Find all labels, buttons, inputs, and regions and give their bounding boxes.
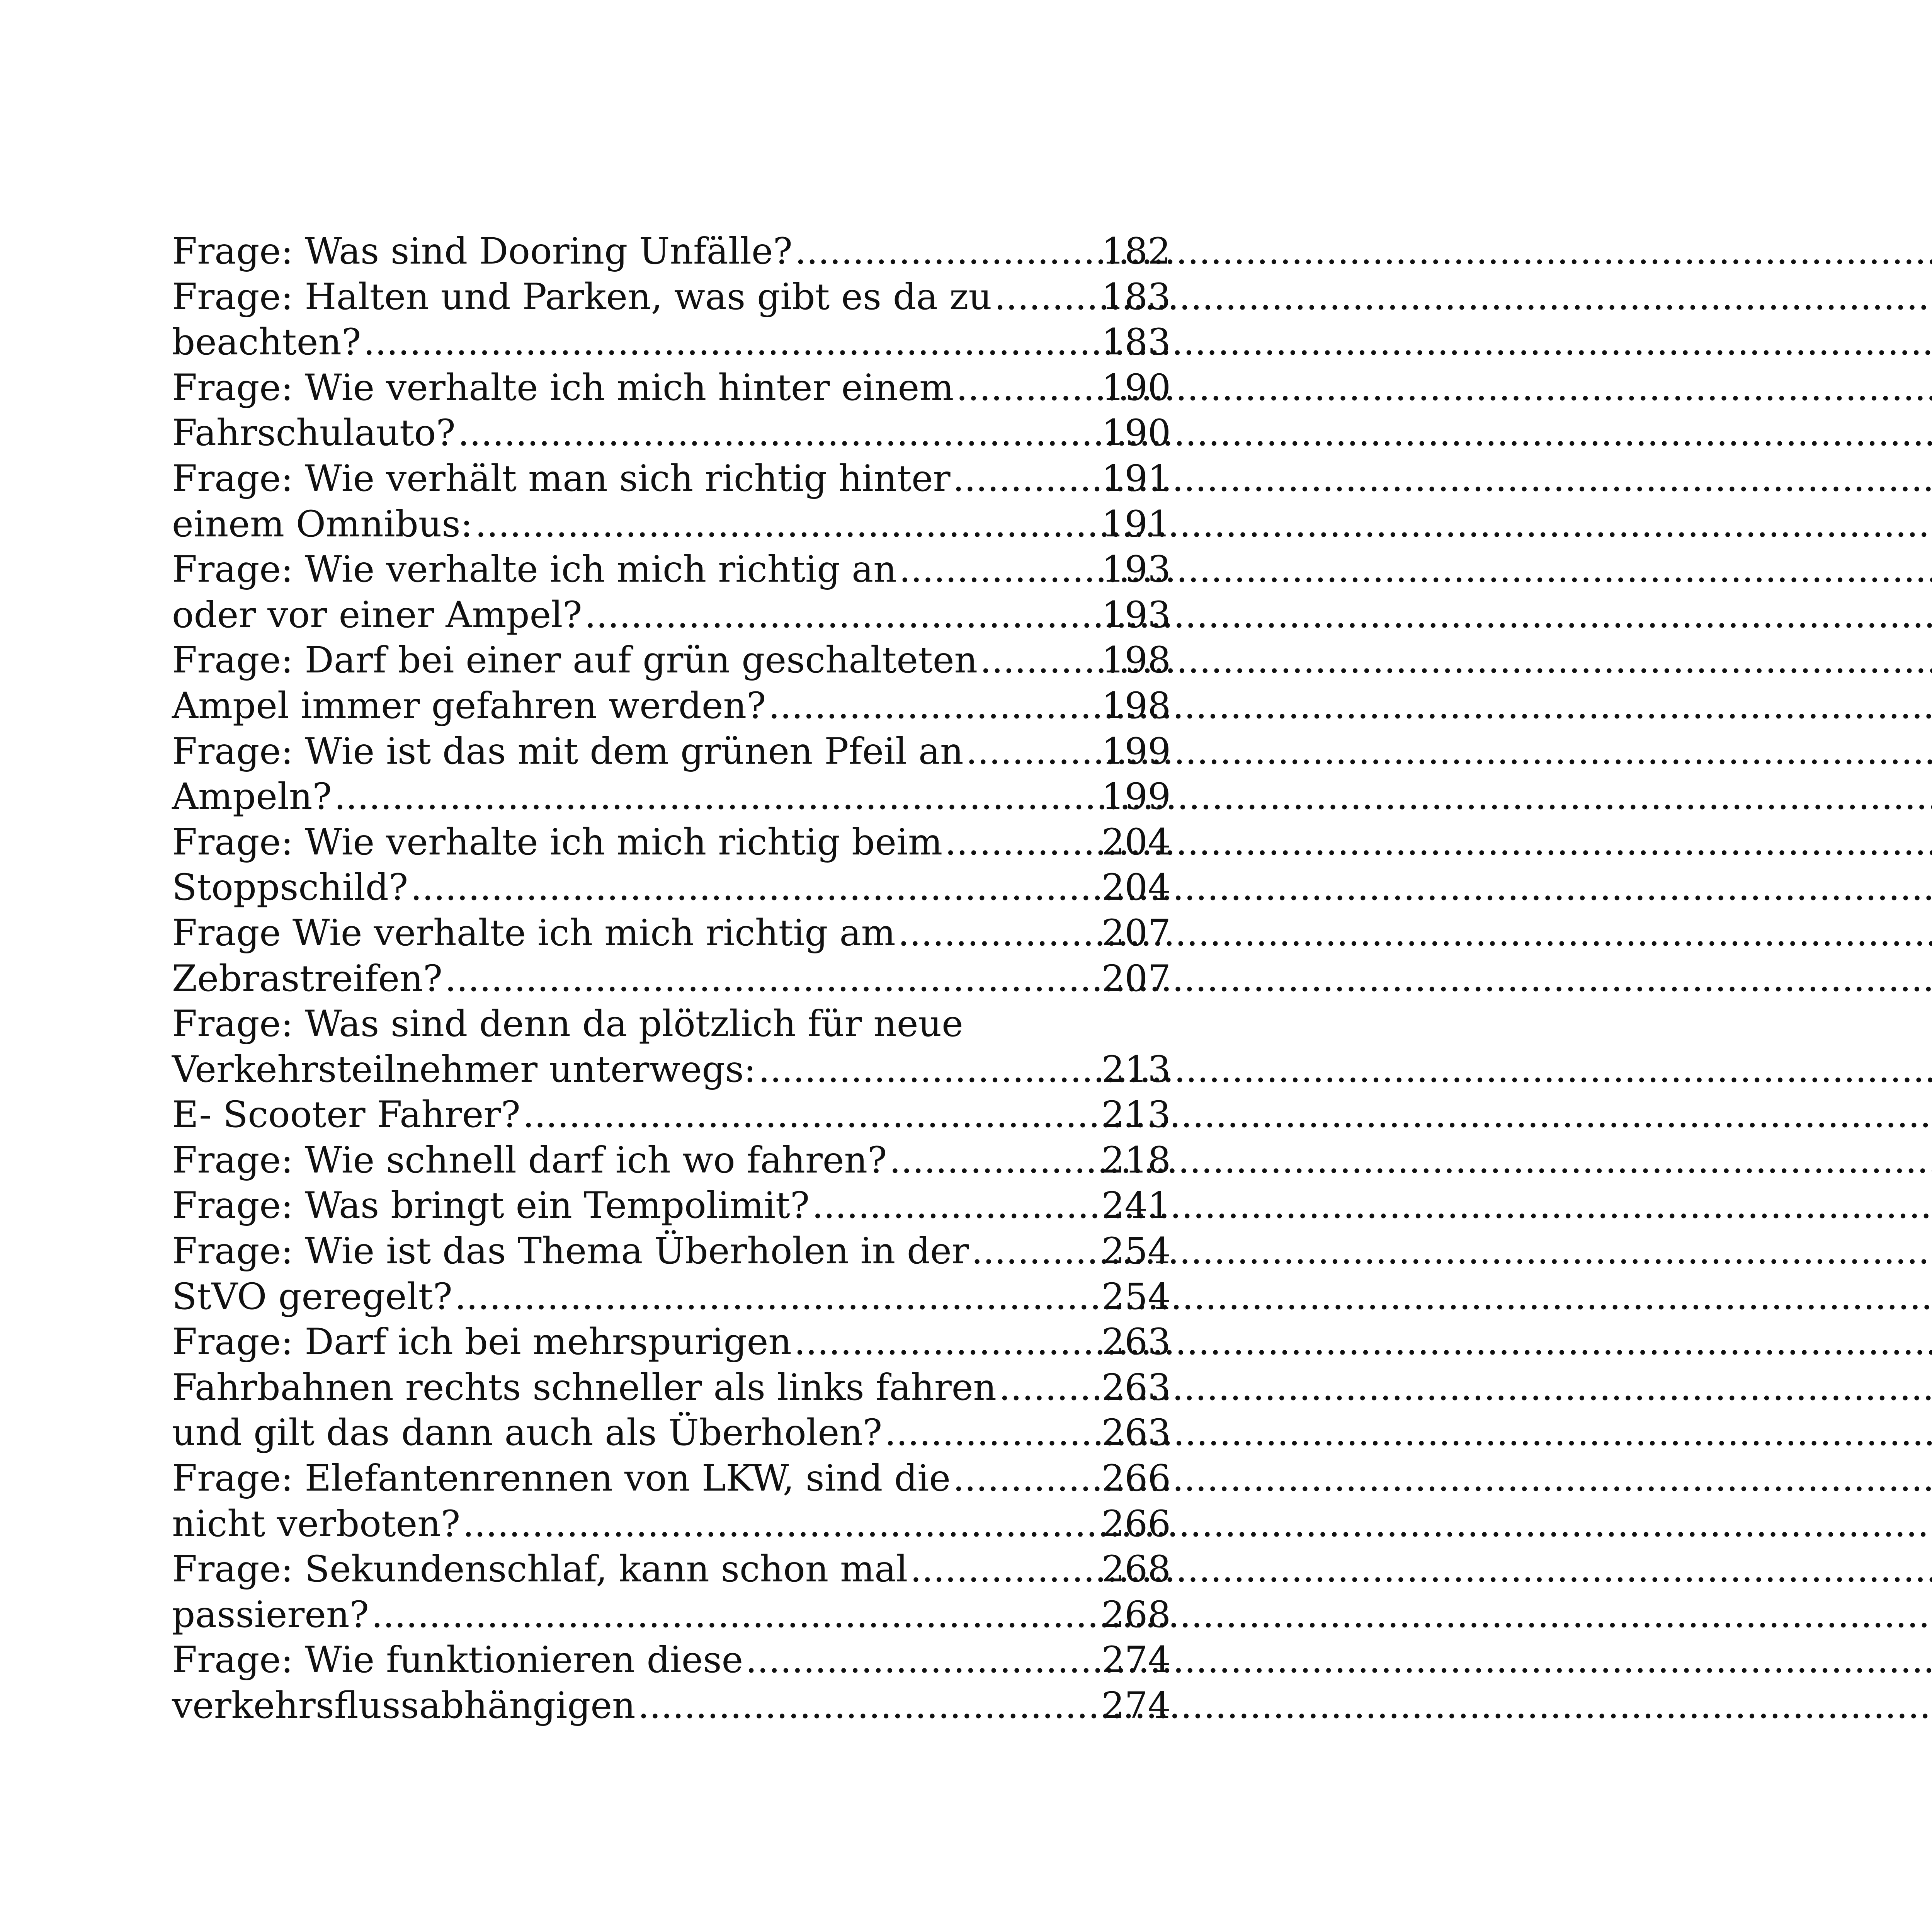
toc-entry-title: Frage: Darf ich bei mehrspurigen bbox=[172, 1321, 792, 1363]
toc-entry-title: Frage: Wie funktionieren diese bbox=[172, 1639, 743, 1681]
dot-leader bbox=[408, 865, 1100, 910]
toc-entry-page-number: 218 bbox=[1101, 1139, 1171, 1181]
toc-entry-page-number: 241 bbox=[1101, 1184, 1171, 1227]
toc-entry-page-number: 190 bbox=[1101, 366, 1171, 409]
toc-entry-title: Frage: Halten und Parken, was gibt es da zu bbox=[172, 276, 992, 318]
toc-entry-title: Frage: Wie ist das Thema Überholen in der bbox=[172, 1230, 969, 1273]
dot-leader bbox=[793, 229, 1100, 274]
toc-entry[interactable] bbox=[172, 502, 1171, 547]
toc-entry-page-number: 268 bbox=[1101, 1593, 1171, 1636]
toc-entry-title: Frage: Wie verhalte ich mich hinter einem bbox=[172, 366, 954, 409]
toc-entry-page-number: 191 bbox=[1101, 503, 1171, 545]
toc-entry-page-number: 204 bbox=[1101, 821, 1171, 863]
toc-entry[interactable] bbox=[172, 910, 1171, 956]
toc-entry-title: Fahrbahnen rechts schneller als links fahren bbox=[172, 1366, 997, 1409]
toc-entry-page-number: 193 bbox=[1101, 594, 1171, 636]
toc-entry-title: Frage: Sekundenschlaf, kann schon mal bbox=[172, 1548, 908, 1591]
toc-entry[interactable] bbox=[172, 774, 1171, 820]
toc-entry[interactable] bbox=[172, 410, 1171, 456]
toc-entry[interactable] bbox=[172, 956, 1171, 1002]
dot-leader bbox=[442, 956, 1100, 1002]
toc-entry[interactable] bbox=[172, 1501, 1171, 1547]
toc-entry-page-number: 266 bbox=[1101, 1503, 1171, 1545]
toc-entry-page-number: 213 bbox=[1101, 1048, 1171, 1091]
toc-entry[interactable] bbox=[172, 1183, 1171, 1229]
toc-entry[interactable] bbox=[172, 683, 1171, 729]
toc-entry-title: Frage: Elefantenrennen von LKW, sind die bbox=[172, 1457, 951, 1500]
toc-entry-title: StVO geregelt? bbox=[172, 1275, 452, 1318]
toc-entry[interactable] bbox=[172, 1547, 1171, 1592]
dot-leader bbox=[887, 1138, 1100, 1183]
table-of-contents bbox=[172, 229, 1171, 1729]
dot-leader bbox=[882, 1410, 1100, 1456]
toc-entry-title: Frage: Was sind Dooring Unfälle? bbox=[172, 230, 793, 272]
dot-leader bbox=[636, 1683, 1100, 1729]
toc-entry-title: Frage: Darf bei einer auf grün geschalteten bbox=[172, 639, 978, 682]
toc-entry-page-number: 183 bbox=[1101, 276, 1171, 318]
dot-leader bbox=[332, 774, 1100, 820]
toc-entry[interactable] bbox=[172, 1092, 1171, 1138]
dot-leader bbox=[951, 456, 1100, 502]
toc-entry-title: Ampeln? bbox=[172, 776, 332, 818]
dot-leader bbox=[992, 274, 1100, 320]
toc-entry[interactable] bbox=[172, 865, 1171, 910]
toc-entry-page-number: 193 bbox=[1101, 548, 1171, 591]
toc-entry[interactable] bbox=[172, 1001, 1171, 1047]
toc-entry-title: Fahrschulauto? bbox=[172, 412, 456, 454]
dot-leader bbox=[896, 910, 1100, 956]
toc-entry-page-number: 191 bbox=[1101, 457, 1171, 500]
toc-entry-page-number: 190 bbox=[1101, 412, 1171, 454]
dot-leader bbox=[361, 320, 1100, 365]
toc-entry-page-number: 199 bbox=[1101, 730, 1171, 773]
toc-entry-page-number: 213 bbox=[1101, 1094, 1171, 1136]
toc-entry-title: verkehrsflussabhängigen bbox=[172, 1685, 636, 1727]
toc-entry-page-number: 274 bbox=[1101, 1639, 1171, 1681]
toc-entry-title: E- Scooter Fahrer? bbox=[172, 1094, 520, 1136]
toc-entry[interactable] bbox=[172, 638, 1171, 683]
toc-entry-page-number: 254 bbox=[1101, 1230, 1171, 1273]
dot-leader bbox=[369, 1592, 1100, 1638]
dot-leader bbox=[766, 683, 1100, 729]
toc-entry-title: oder vor einer Ampel? bbox=[172, 594, 582, 636]
toc-entry[interactable] bbox=[172, 229, 1171, 274]
dot-leader bbox=[473, 502, 1100, 547]
toc-entry[interactable] bbox=[172, 1410, 1171, 1456]
toc-entry[interactable] bbox=[172, 592, 1171, 638]
dot-leader bbox=[951, 1456, 1100, 1501]
toc-entry[interactable] bbox=[172, 274, 1171, 320]
toc-entry[interactable] bbox=[172, 320, 1171, 365]
toc-entry[interactable] bbox=[172, 547, 1171, 592]
toc-entry-page-number: 263 bbox=[1101, 1412, 1171, 1454]
toc-entry-page-number: 263 bbox=[1101, 1366, 1171, 1409]
toc-entry-title: Verkehrsteilnehmer unterwegs: bbox=[172, 1048, 756, 1091]
toc-entry-page-number: 183 bbox=[1101, 321, 1171, 364]
toc-entry-title: nicht verboten? bbox=[172, 1503, 461, 1545]
toc-entry-page-number: 274 bbox=[1101, 1685, 1171, 1727]
dot-leader bbox=[456, 410, 1100, 456]
toc-entry[interactable] bbox=[172, 1047, 1171, 1093]
toc-entry-title: Frage: Wie verhält man sich richtig hinter bbox=[172, 457, 951, 500]
dot-leader bbox=[460, 1501, 1100, 1547]
toc-entry-page-number: 268 bbox=[1101, 1548, 1171, 1591]
toc-entry-title: passieren? bbox=[172, 1593, 369, 1636]
toc-entry-page-number: 182 bbox=[1101, 230, 1171, 272]
toc-entry-title: Frage: Was bringt ein Tempolimit? bbox=[172, 1184, 810, 1227]
toc-entry-title: Frage: Wie verhalte ich mich richtig beim bbox=[172, 821, 943, 863]
dot-leader bbox=[964, 729, 1100, 774]
toc-entry[interactable] bbox=[172, 1683, 1171, 1729]
dot-leader bbox=[520, 1092, 1100, 1138]
toc-entry[interactable] bbox=[172, 1319, 1171, 1365]
toc-entry-title: Stoppschild? bbox=[172, 866, 408, 909]
toc-entry-page-number: 207 bbox=[1101, 957, 1171, 1000]
dot-leader bbox=[897, 547, 1100, 592]
dot-leader bbox=[452, 1274, 1100, 1320]
toc-entry[interactable] bbox=[172, 456, 1171, 502]
dot-leader bbox=[792, 1319, 1100, 1365]
toc-entry-page-number: 266 bbox=[1101, 1457, 1171, 1500]
toc-entry[interactable] bbox=[172, 1138, 1171, 1183]
toc-entry-page-number: 204 bbox=[1101, 866, 1171, 909]
toc-entry[interactable] bbox=[172, 1365, 1171, 1411]
toc-entry-page-number: 263 bbox=[1101, 1321, 1171, 1363]
toc-entry-title: Frage: Was sind denn da plötzlich für neue bbox=[172, 1003, 963, 1045]
toc-entry-page-number: 198 bbox=[1101, 639, 1171, 682]
dot-leader bbox=[969, 1229, 1100, 1274]
dot-leader bbox=[942, 820, 1100, 865]
toc-entry[interactable] bbox=[172, 820, 1171, 865]
toc-entry[interactable] bbox=[172, 1229, 1171, 1274]
toc-entry-page-number: 207 bbox=[1101, 912, 1171, 954]
dot-leader bbox=[997, 1365, 1100, 1411]
toc-entry-title: Frage: Wie schnell darf ich wo fahren? bbox=[172, 1139, 887, 1181]
dot-leader bbox=[582, 592, 1100, 638]
toc-entry-title: und gilt das dann auch als Überholen? bbox=[172, 1412, 883, 1454]
toc-entry[interactable] bbox=[172, 1592, 1171, 1638]
toc-entry[interactable] bbox=[172, 365, 1171, 411]
toc-entry-title: Frage: Wie ist das mit dem grünen Pfeil an bbox=[172, 730, 964, 773]
dot-leader bbox=[978, 638, 1100, 683]
toc-entry-title: einem Omnibus: bbox=[172, 503, 473, 545]
dot-leader bbox=[756, 1047, 1100, 1093]
toc-entry[interactable] bbox=[172, 1637, 1171, 1683]
toc-entry-title: Zebrastreifen? bbox=[172, 957, 443, 1000]
dot-leader bbox=[810, 1183, 1100, 1229]
toc-entry-page-number: 198 bbox=[1101, 684, 1171, 727]
toc-entry-page-number: 199 bbox=[1101, 776, 1171, 818]
toc-entry-title: beachten? bbox=[172, 321, 361, 364]
toc-entry-title: Frage Wie verhalte ich mich richtig am bbox=[172, 912, 896, 954]
toc-entry[interactable] bbox=[172, 1274, 1171, 1320]
toc-entry-title: Ampel immer gefahren werden? bbox=[172, 684, 766, 727]
toc-entry[interactable] bbox=[172, 1456, 1171, 1501]
dot-leader bbox=[954, 365, 1100, 411]
dot-leader bbox=[908, 1547, 1100, 1592]
toc-entry[interactable] bbox=[172, 729, 1171, 774]
dot-leader bbox=[743, 1637, 1100, 1683]
toc-entry-title: Frage: Wie verhalte ich mich richtig an bbox=[172, 548, 897, 591]
toc-entry-page-number: 254 bbox=[1101, 1275, 1171, 1318]
